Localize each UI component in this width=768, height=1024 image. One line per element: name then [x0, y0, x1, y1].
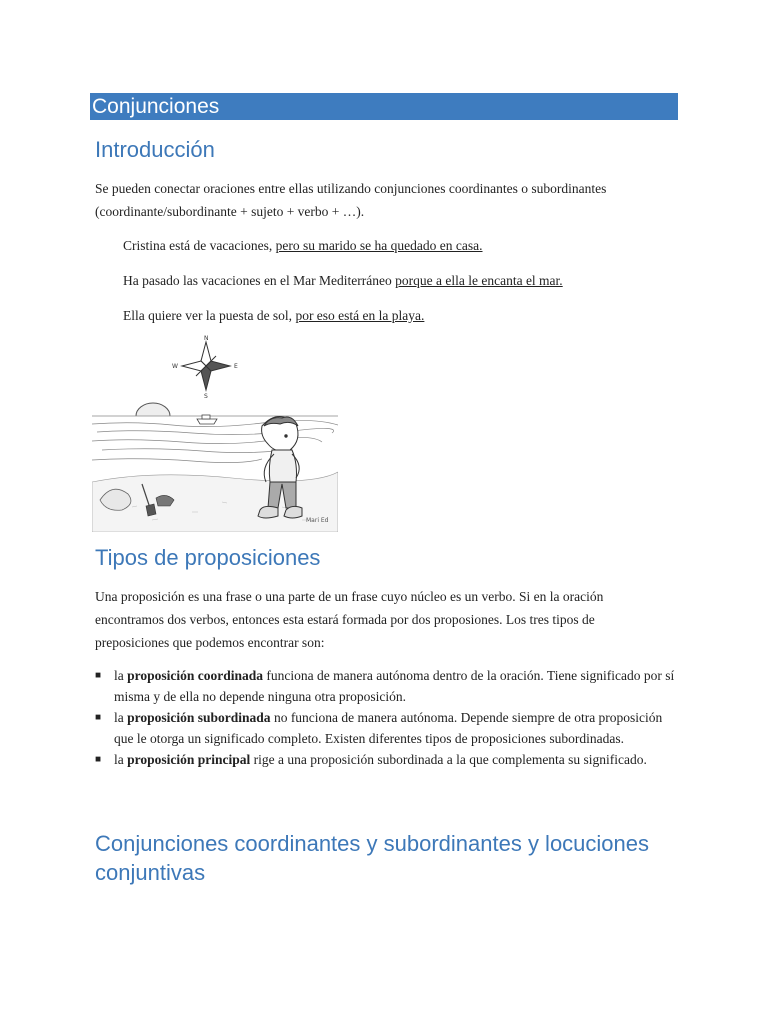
list-item: ■ la proposición coordinada funciona de manera autónoma dentro de la oración. Tiene significado por sí misma y de ella no depende ninguna otra proposición. — [95, 665, 675, 707]
bold-term: proposición subordinada — [127, 710, 271, 725]
compass-s-label: S — [204, 393, 208, 400]
artist-signature: Mari Ed — [306, 517, 329, 524]
compass-w-label: W — [172, 363, 178, 370]
conjunciones-heading: Conjunciones coordinantes y subordinantes y locuciones conjuntivas — [95, 831, 650, 885]
intro-heading: Introducción — [95, 137, 215, 162]
list-item: ■ la proposición principal rige a una proposición subordinada a la que complementa su significado. — [95, 749, 675, 770]
compass-e-label: E — [234, 363, 238, 370]
list-item: ■ la proposición subordinada no funciona de manera autónoma. Depende siempre de otra proposición que le otorga un significado completo. Existen diferentes tipos de proposiciones subordinadas. — [95, 707, 675, 749]
intro-paragraph: Se pueden conectar oraciones entre ellas utilizando conjunciones coordinantes o subordinantes (coordinante/subordinante + sujeto + verbo + …). — [95, 181, 607, 219]
example-sentence-2: Ha pasado las vacaciones en el Mar Mediterráneo porque a ella le encanta el mar. — [123, 273, 563, 288]
tipos-paragraph: Una proposición es una frase o una parte de un frase cuyo núcleo es un verbo. Si en la oración encontramos dos verbos, entonces esta estará formada por dos proposiones. Los tres tipos de preposiciones que podemos encontrar son: — [95, 589, 604, 650]
bullet-icon: ■ — [95, 712, 102, 723]
bold-term: proposición principal — [127, 752, 251, 767]
bold-term: proposición coordinada — [127, 668, 264, 683]
example-sentence-3: Ella quiere ver la puesta de sol, por eso está en la playa. — [123, 308, 425, 323]
bullet-icon: ■ — [95, 754, 102, 765]
underlined-clause: porque a ella le encanta el mar. — [395, 273, 563, 288]
compass-n-label: N — [204, 335, 209, 342]
bullet-icon: ■ — [95, 670, 102, 681]
page-title: Conjunciones — [90, 93, 678, 120]
beach-illustration — [92, 332, 338, 532]
compass-icon — [182, 342, 230, 390]
underlined-clause: pero su marido se ha quedado en casa. — [275, 238, 483, 253]
example-sentence-1: Cristina está de vacaciones, pero su marido se ha quedado en casa. — [123, 238, 483, 253]
proposition-types-list — [95, 665, 675, 770]
tipos-heading: Tipos de proposiciones — [95, 545, 321, 570]
underlined-clause: por eso está en la playa. — [295, 308, 425, 323]
